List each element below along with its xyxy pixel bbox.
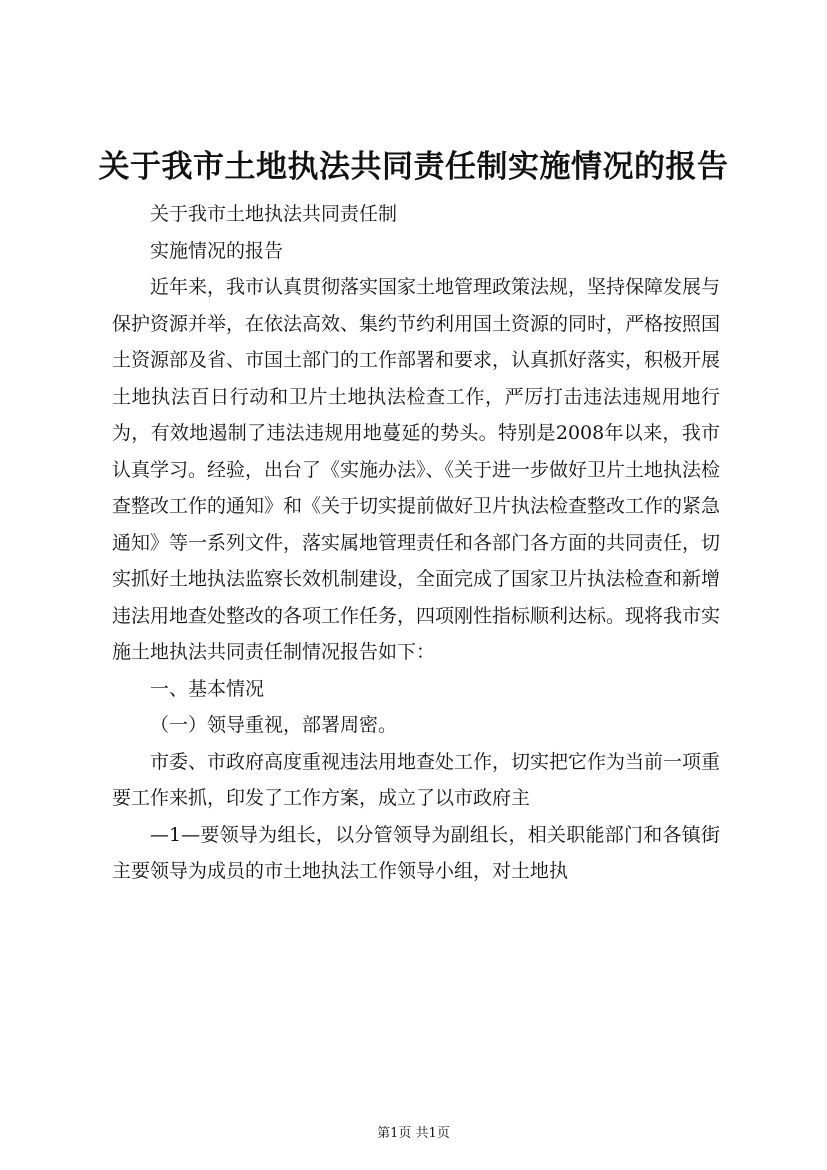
paragraph-subtitle-line-2: 实施情况的报告	[150, 239, 284, 262]
subsection-heading-leadership: （一）领导重视，部署周密。	[150, 714, 398, 736]
paragraph-intro: 近年来，我市认真贯彻落实国家土地管理政策法规，坚持保障发展与保护资源并举，在依法高效、集约节约利用国土资源的同时，严格按照国土资源部及省、市国土部门的工作部署和要求，认真抓好落实，积极开展土地执法百日行动和卫片土地执法检查工作，严厉打击违法违规用地行为，有效地遏制了违法违规用地蔓延的势头。特别是2008年以来，我市认真学习。经验，出台了《实施办法》、《关于进一步做好卫片土地执法检查整改工作的通知》和《关于切实提前做好卫片执法检查整改工作的紧急通知》等一系列文件，落实属地管理责任和各部门各方面的共同责任，切实抓好土地执法监察长效机制建设，全面完成了国家卫片执法检查和新增违法用地查处整改的各项工作任务，四项刚性指标顺利达标。现将我市实施土地执法共同责任制情况报告如下：	[112, 276, 721, 663]
paragraph-leadership-continued: —1—要领导为组长，以分管领导为副组长，相关职能部门和各镇街主要领导为成员的市土地执法工作领导小组，对土地执	[112, 823, 720, 882]
document-title: 关于我市土地执法共同责任制实施情况的报告	[98, 149, 729, 185]
paragraph-leadership: 市委、市政府高度重视违法用地查处工作，切实把它作为当前一项重要工作来抓，印发了工作方案，成立了以市政府主	[112, 750, 721, 809]
document-body	[112, 196, 720, 890]
section-heading-basic-situation: 一、基本情况	[150, 677, 265, 700]
paragraph-subtitle-line-1: 关于我市土地执法共同责任制	[150, 203, 398, 225]
page-number-footer: 第1页 共1页	[377, 1126, 450, 1141]
